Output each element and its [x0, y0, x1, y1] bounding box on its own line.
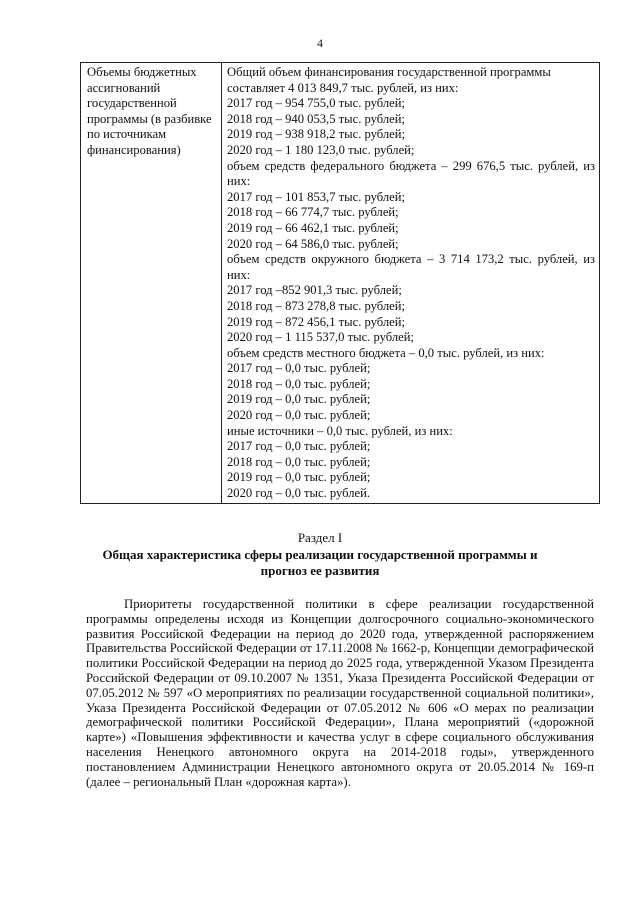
financing-line: 2019 год – 872 456,1 тыс. рублей;	[227, 314, 405, 329]
financing-line: 2020 год – 1 180 123,0 тыс. рублей;	[227, 142, 415, 157]
financing-line: 2019 год – 938 918,2 тыс. рублей;	[227, 127, 405, 142]
table-label-cell: Объемы бюджетных ассигнований государственной программы (в разбивке по источникам финансирования)	[81, 63, 222, 504]
financing-line: 2019 год – 0,0 тыс. рублей;	[227, 470, 371, 485]
financing-line: 2018 год – 0,0 тыс. рублей;	[227, 454, 371, 469]
other-sources-line: иные источники – 0,0 тыс. рублей, из них:	[227, 423, 453, 438]
financing-line: 2019 год – 0,0 тыс. рублей;	[227, 392, 371, 407]
financing-line: 2018 год – 873 278,8 тыс. рублей;	[227, 298, 405, 313]
local-budget-line: объем средств местного бюджета – 0,0 тыс. рублей, из них:	[227, 345, 545, 360]
financing-line: составляет 4 013 849,7 тыс. рублей, из них:	[227, 80, 459, 95]
page-number: 4	[317, 36, 323, 50]
financing-line: 2017 год – 954 755,0 тыс. рублей;	[227, 96, 405, 111]
financing-line: 2018 год – 66 774,7 тыс. рублей;	[227, 205, 399, 220]
body-paragraph: Приоритеты государственной политики в сфере реализации государственной программы определены исходя из Концепции долгосрочного социально-экономического развития Российской Федерации на период до 2020 года, утвержденной распоряжением Правительства Российской Федерации от 17.11.2008 № 1662-р, Концепции демографической политики Российской Федерации на период до 2025 года, утвержденной Указом Президента Российской Федерации от 09.10.2007 № 1351, Указа Президента Российской Федерации от 07.05.2012 № 597 «О мероприятиях по реализации государственной социальной политики», Указа Президента Российской Федерации от 07.05.2012 № 606 «О мерах по реализации демографической политики Российской Федерации», Плана мероприятий («дорожной карте») «Повышения эффективности и качества услуг в сфере социального обслуживания населения Ненецкого автономного округа на 2014-2018 годы», утвержденного постановлением Администрации Ненецкого автономного округа от 20.05.2014 № 169-п (далее – региональный План «дорожная карта»).	[86, 597, 594, 789]
financing-line: 2017 год – 101 853,7 тыс. рублей;	[227, 189, 405, 204]
financing-line: 2017 год –852 901,3 тыс. рублей;	[227, 283, 402, 298]
financing-line: 2017 год – 0,0 тыс. рублей;	[227, 439, 371, 454]
section-title: Раздел I	[297, 530, 343, 545]
financing-line: 2019 год – 66 462,1 тыс. рублей;	[227, 220, 399, 235]
financing-line: 2020 год – 0,0 тыс. рублей;	[227, 408, 371, 423]
financing-line: 2018 год – 0,0 тыс. рублей;	[227, 376, 371, 391]
budget-allocation-table	[80, 62, 600, 504]
financing-line: 2017 год – 0,0 тыс. рублей;	[227, 361, 371, 376]
table-row	[81, 63, 600, 504]
district-budget-line: объем средств окружного бюджета – 3 714 173,2 тыс. рублей, из них:	[227, 252, 595, 282]
financing-line: 2020 год – 64 586,0 тыс. рублей;	[227, 236, 399, 251]
financing-line: 2020 год – 1 115 537,0 тыс. рублей;	[227, 330, 414, 345]
financing-line: 2020 год – 0,0 тыс. рублей.	[227, 486, 370, 501]
financing-line: 2018 год – 940 053,5 тыс. рублей;	[227, 111, 405, 126]
federal-budget-line: объем средств федерального бюджета – 299 676,5 тыс. рублей, из них:	[227, 158, 595, 189]
financing-details-cell	[222, 63, 600, 504]
section-heading: Общая характеристика сферы реализации государственной программы и прогноз ее развития	[102, 547, 538, 578]
financing-line: Общий объем финансирования государственной программы	[227, 65, 551, 79]
